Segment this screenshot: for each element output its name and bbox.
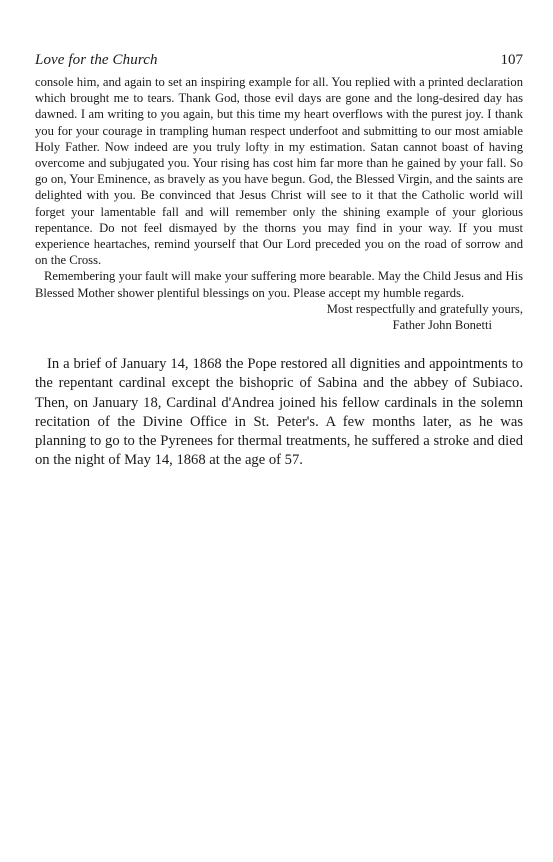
letter-paragraph-1: console him, and again to set an inspiring example for all. You replied with a printed declaration which brought me to tears. Thank God, those evil days are gone and the long-desired day has dawned. I am writing to you again, but this time my heart overflows with the purest joy. I thank you for your courage in trampling human respect underfoot and submitting to our most amiable Holy Father. Now indeed are you truly lofty in my estimation. Satan cannot boast of having overcome and subjugated you. Your rising has cost him far more than he gained by your fall. So go on, Your Eminence, as bravely as you have begun. God, the Blessed Virgin, and the saints are delighted with you. Be convinced that Jesus Christ will see to it that the Catholic world will forget your lamentable fall and will remember only the shining example of your glorious repentance. Do not feel dismayed by the thorns you may find in your way. If you must experience heartaches, remind yourself that Our Lord preceded you on the road of sorrow and on the Cross.	[35, 75, 523, 268]
closing-line: Most respectfully and gratefully yours,	[326, 301, 523, 316]
letter-text	[35, 74, 523, 301]
page-number: 107	[500, 52, 523, 68]
running-head	[35, 52, 523, 74]
letter-paragraph-2: Remembering your fault will make your suffering more bearable. May the Child Jesus and His Blessed Mother shower plentiful blessings on you. Please accept my humble regards.	[35, 269, 523, 300]
letter-closing	[35, 301, 523, 333]
narrative-paragraph: In a brief of January 14, 1868 the Pope restored all dignities and appointments to the repentant cardinal except the bishopric of Sabina and the abbey of Subiaco. Then, on January 18, Cardinal d'Andrea joined his fellow cardinals in the solemn recitation of the Divine Office in St. Peter's. A few months later, as he was planning to go to the Pyrenees for thermal treatments, he suffered a stroke and died on the night of May 14, 1868 at the age of 57.	[35, 356, 523, 469]
signature: Father John Bonetti	[392, 318, 492, 333]
book-page	[35, 52, 523, 470]
running-head-title: Love for the Church	[35, 52, 158, 68]
narrative-text	[35, 355, 523, 470]
